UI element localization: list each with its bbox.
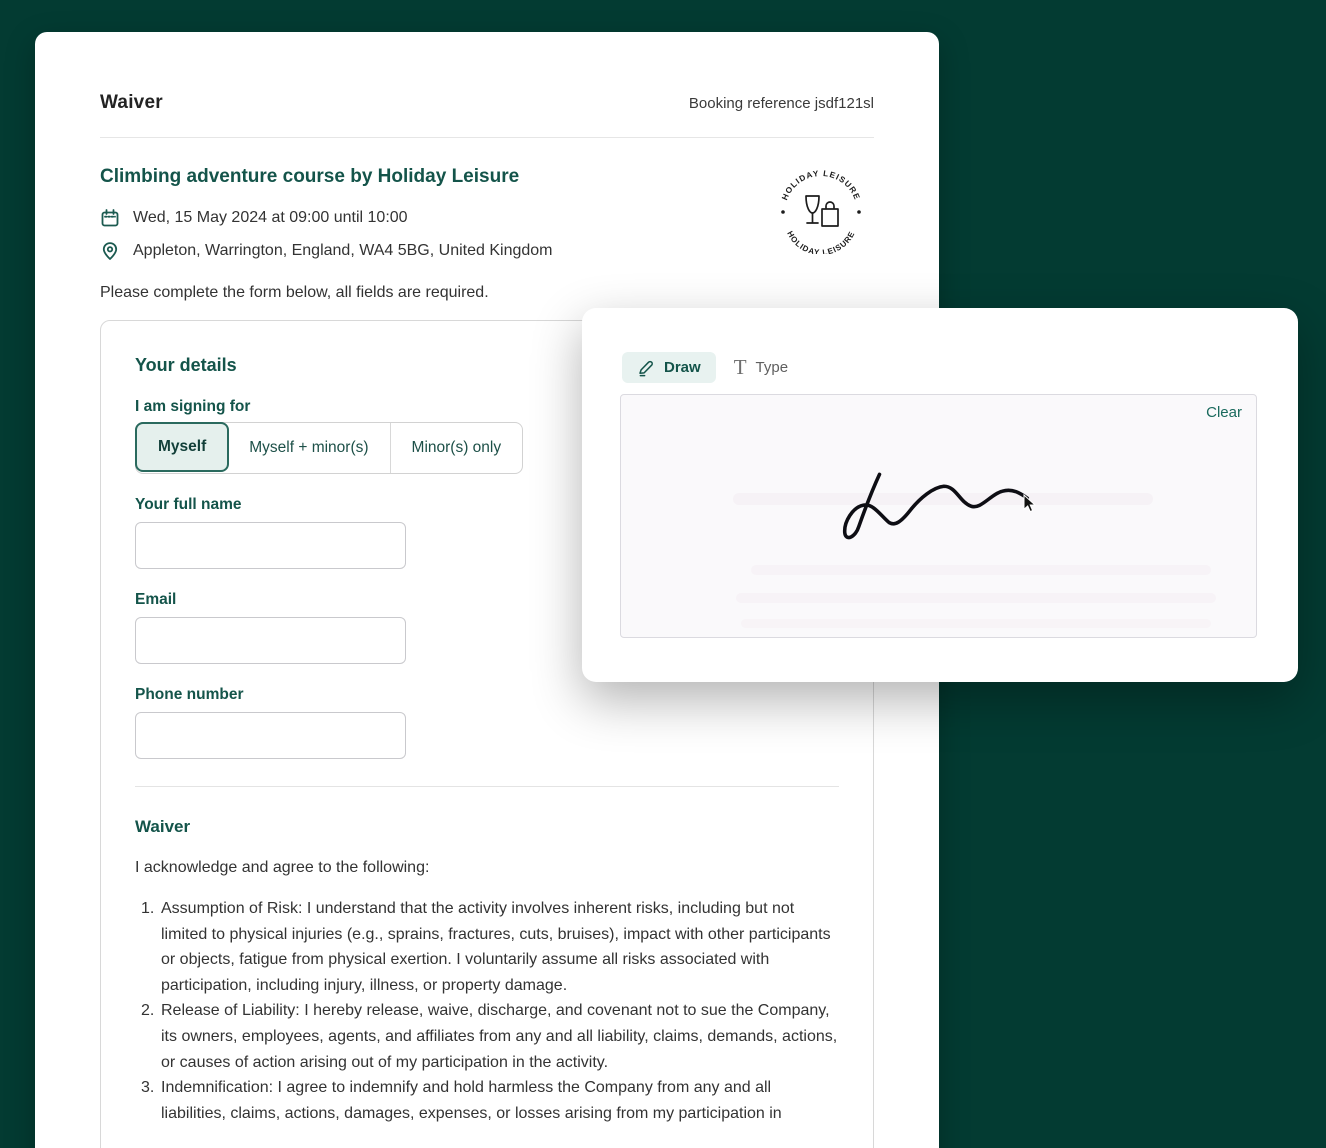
segment-minors-only[interactable]: Minor(s) only bbox=[390, 423, 523, 473]
holiday-leisure-stamp-logo bbox=[778, 168, 864, 254]
full-name-input[interactable] bbox=[135, 522, 406, 569]
stamp-text-top: HOLIDAY LEISURE bbox=[780, 168, 862, 202]
stamp-dot-right bbox=[857, 210, 861, 214]
email-input[interactable] bbox=[135, 617, 406, 664]
event-location-row bbox=[100, 241, 874, 261]
clear-signature-button[interactable]: Clear bbox=[1206, 404, 1242, 421]
segment-myself-plus-minors[interactable]: Myself + minor(s) bbox=[228, 423, 389, 473]
waiver-section-divider bbox=[135, 786, 839, 787]
signature-stroke bbox=[621, 395, 1256, 637]
pen-icon bbox=[637, 359, 655, 377]
wine-glass-icon bbox=[806, 196, 819, 223]
form-instruction: Please complete the form below, all fields are required. bbox=[100, 284, 489, 301]
list-item-number: 2. bbox=[141, 1002, 155, 1020]
tab-type[interactable] bbox=[724, 352, 798, 383]
waiver-intro: I acknowledge and agree to the following: bbox=[135, 859, 430, 876]
type-t-icon: T bbox=[733, 355, 747, 379]
stamp-dot-left bbox=[781, 210, 785, 214]
list-item-text: Release of Liability: I hereby release, waive, discharge, and covenant not to sue the Company, its owners, employees, agents, and affiliates from any and all liability, claims, demands, actions, or causes of action arising out of my participation in the activity. bbox=[161, 1002, 838, 1071]
phone-number-input[interactable] bbox=[135, 712, 406, 759]
your-details-heading: Your details bbox=[135, 355, 237, 375]
full-name-label: Your full name bbox=[135, 496, 242, 513]
shopping-bag-icon bbox=[822, 202, 838, 226]
waiver-section-heading: Waiver bbox=[135, 817, 191, 836]
tab-draw[interactable] bbox=[622, 352, 716, 383]
list-item-text: Indemnification: I agree to indemnify and hold harmless the Company from any and all liabilities, claims, actions, damages, expenses, or losses arising from my participation in bbox=[161, 1079, 782, 1122]
stamp-logo-svg bbox=[778, 168, 864, 254]
tab-type-label: Type bbox=[755, 359, 789, 376]
phone-number-label: Phone number bbox=[135, 686, 244, 703]
list-item-text: Assumption of Risk: I understand that the activity involves inherent risks, including but not limited to physical injuries (e.g., sprains, fractures, cuts, bruises), impact with other participants or objects, fatigue from physical exertion. I voluntarily assume all risks associated with participation, including injury, illness, or property damage. bbox=[161, 900, 831, 994]
tab-draw-label: Draw bbox=[664, 359, 701, 376]
email-label: Email bbox=[135, 591, 177, 608]
list-item bbox=[135, 896, 839, 998]
signing-for-segmented-control bbox=[135, 422, 523, 474]
mouse-cursor-icon bbox=[1023, 494, 1037, 514]
signature-dialog bbox=[582, 308, 1298, 682]
page-title: Waiver bbox=[100, 92, 163, 113]
list-item-number: 1. bbox=[141, 900, 155, 917]
calendar-icon bbox=[100, 208, 120, 228]
event-datetime-row bbox=[100, 208, 874, 228]
card-header bbox=[100, 92, 874, 114]
stamp-text-bottom: HOLIDAY LEISURE bbox=[785, 229, 857, 254]
svg-text:HOLIDAY LEISURE bbox=[785, 229, 857, 254]
list-item-number: 3. bbox=[141, 1079, 155, 1097]
event-datetime: Wed, 15 May 2024 at 09:00 until 10:00 bbox=[133, 209, 408, 226]
header-divider bbox=[100, 137, 874, 138]
event-title: Climbing adventure course by Holiday Leisure bbox=[100, 166, 520, 187]
event-location: Appleton, Warrington, England, WA4 5BG, United Kingdom bbox=[133, 242, 553, 259]
segment-myself[interactable]: Myself bbox=[135, 422, 229, 472]
list-item bbox=[135, 998, 839, 1075]
waiver-terms-list bbox=[135, 896, 839, 1126]
svg-text:HOLIDAY LEISURE bbox=[780, 169, 862, 202]
signature-tabs bbox=[622, 352, 798, 383]
signature-draw-canvas[interactable] bbox=[620, 394, 1257, 638]
list-item bbox=[135, 1075, 839, 1126]
signing-for-label: I am signing for bbox=[135, 398, 251, 415]
booking-reference: Booking reference jsdf121sl bbox=[688, 95, 874, 112]
location-pin-icon bbox=[100, 241, 120, 261]
